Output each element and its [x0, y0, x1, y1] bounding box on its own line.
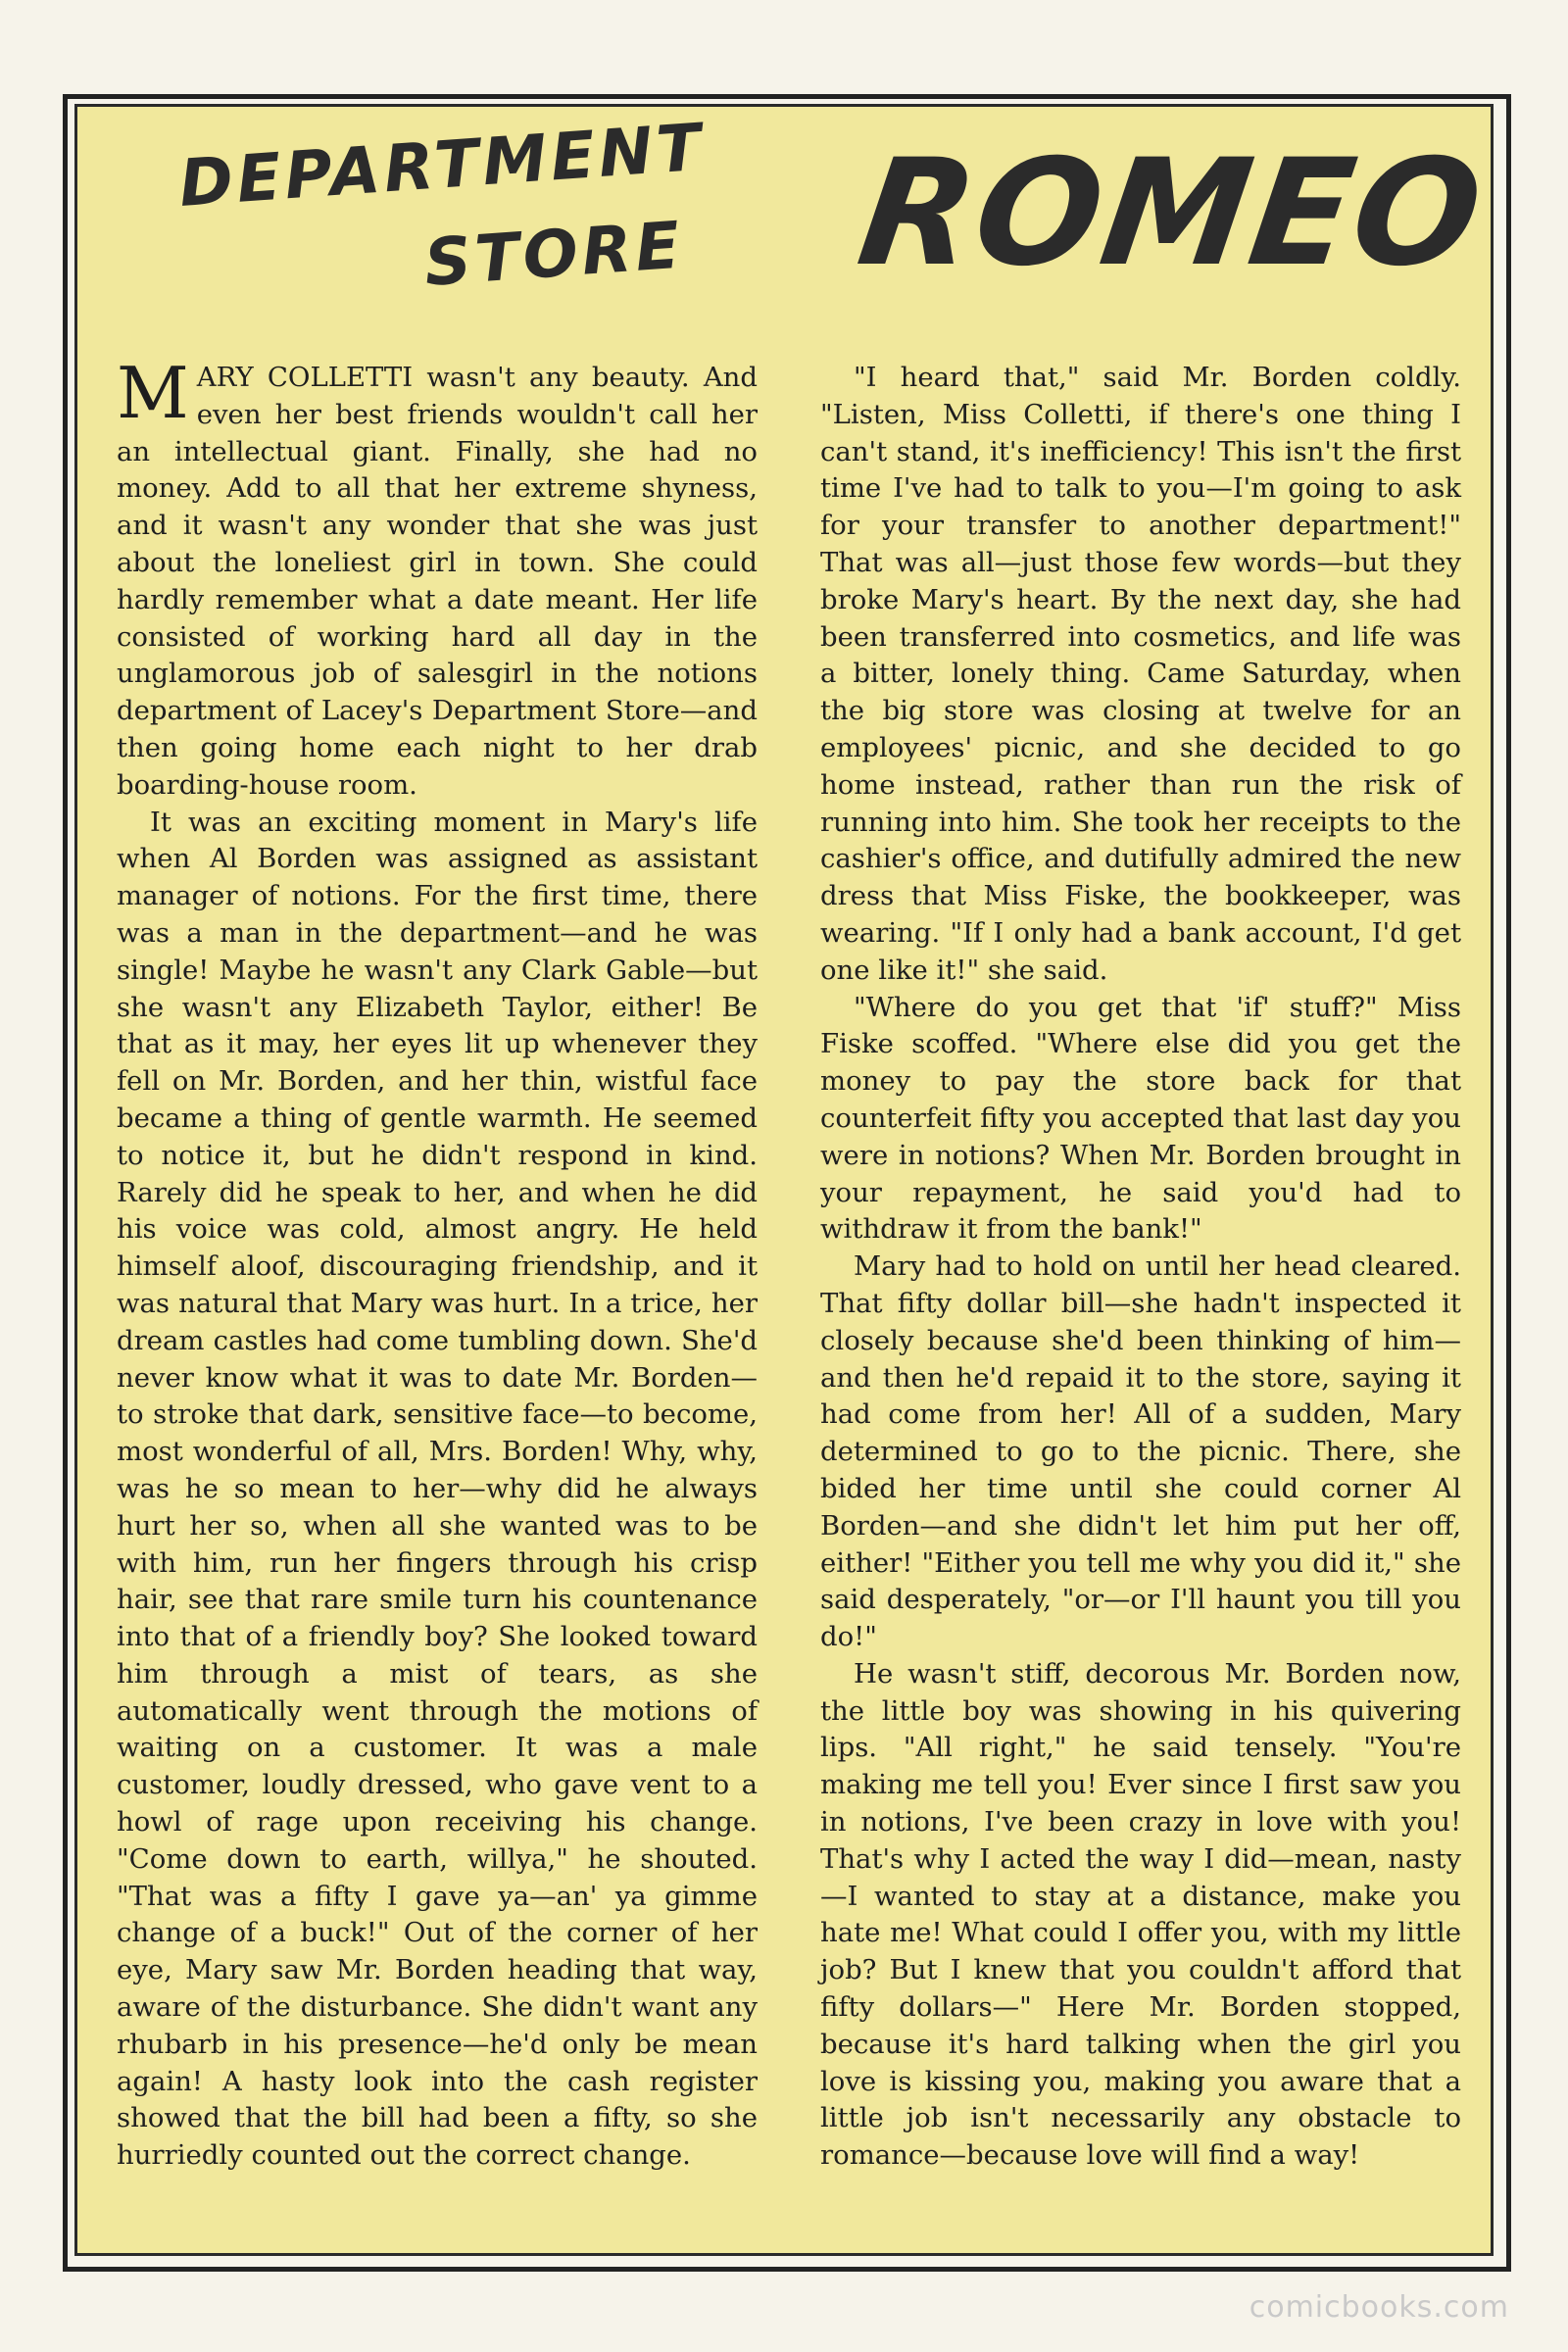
- title-romeo: ROMEO: [849, 128, 1494, 299]
- paragraph: "I heard that," said Mr. Borden coldly. "Listen, Miss Colletti, if there's one thing I can't stand, it's inefficiency! This isn't the first time I've had to talk to you—I'm going to ask for your transfer to another department!" That was all—just those few words—but they broke Mary's heart. By the next day, she had been transferred into cosmetics, and life was a bitter, lonely thing. Came Saturday, when the big store was closing at twelve for an employees' picnic, and she decided to go home instead, rather than run the risk of running into him. She took her receipts to the cashier's office, and dutifully admired the new dress that Miss Fiske, the bookkeeper, was wearing. "If I only had a bank account, I'd get one like it!" she said.: [820, 362, 1461, 986]
- watermark: comicbooks.com: [1249, 2290, 1509, 2325]
- right-column: [820, 360, 1461, 2241]
- paragraph-text: ARY COLLETTI wasn't any beauty. And even her best friends wouldn't call her an intellectual giant. Finally, she had no money. Add to all that her extreme shyness, and it wasn't any wonder that she was just about the loneliest girl in town. She could hardly remember what a date meant. Her life consisted of working hard all day in the unglamorous job of salesgirl in the notions department of Lacey's Department Store—and then going home each night to her drab boarding-house room.: [117, 362, 758, 801]
- story-panel: [74, 104, 1494, 2256]
- paragraph: "Where do you get that 'if' stuff?" Miss Fiske scoffed. "Where else did you get the money to pay the store back for that counterfeit fifty you accepted that last day you were in notions? When Mr. Borden brought in your repayment, he said you'd had to withdraw it from the bank!": [820, 991, 1461, 1246]
- paragraph: It was an exciting moment in Mary's life when Al Borden was assigned as assistant manager of notions. For the first time, there was a man in the department—and he was single! Maybe he wasn't any Clark Gable—but she wasn't any Elizabeth Taylor, either! Be that as it may, her eyes lit up whenever they fell on Mr. Borden, and her thin, wistful face became a thing of gentle warmth. He seemed to notice it, but he didn't respond in kind. Rarely did he speak to her, and when he did his voice was cold, almost angry. He held himself aloof, discouraging friendship, and it was natural that Mary was hurt. In a trice, her dream castles had come tumbling down. She'd never know what it was to date Mr. Borden—to stroke that dark, sensitive face—to become, most wonderful of all, Mrs. Borden! Why, why, was he so mean to her—why did he always hurt her so, when all she wanted was to be with him, run her fingers through his crisp hair, see that rare smile turn his countenance into that of a friendly boy? She looked toward him through a mist of tears, as she automatically went through the motions of waiting on a customer. It was a male customer, loudly dressed, who gave vent to a howl of rage upon receiving his change. "Come down to earth, willya," he shouted. "That was a fifty I gave ya—an' ya gimme change of a buck!" Out of the corner of her eye, Mary saw Mr. Borden heading that way, aware of the disturbance. She didn't want any rhubarb in his presence—he'd only be mean again! A hasty look into the cash register showed that the bill had been a fifty, so she hurriedly counted out the correct change.: [117, 806, 758, 2172]
- story-title: [77, 107, 1494, 362]
- story-columns: [117, 352, 1461, 2241]
- title-line-1: DEPARTMENT: [176, 109, 708, 221]
- title-left: [176, 109, 708, 301]
- paragraph: [117, 352, 758, 805]
- paragraph: He wasn't stiff, decorous Mr. Borden now, the little boy was showing in his quivering lips. "All right," he said tensely. "You're making me tell you! Ever since I first saw you in notions, I've been crazy in love with you! That's why I acted the way I did—mean, nasty—I wanted to stay at a distance, make you hate me! What could I offer you, with my little job? But I knew that you couldn't afford that fifty dollars—" Here Mr. Borden stopped, because it's hard talking when the girl you love is kissing you, making you aware that a little job isn't necessarily any obstacle to romance—because love will find a way!: [820, 1657, 1461, 2172]
- title-line-2: STORE: [421, 207, 686, 301]
- paragraph: Mary had to hold on until her head cleared. That fifty dollar bill—she hadn't inspected it closely because she'd been thinking of him—and then he'd repaid it to the store, saying it had come from her! All of a sudden, Mary determined to go to the picnic. There, she bided her time until she could corner Al Borden—and she didn't let him put her off, either! "Either you tell me why you did it," she said desperately, "or—or I'll haunt you till you do!": [820, 1250, 1461, 1653]
- drop-cap: M: [117, 352, 189, 434]
- left-column: [117, 352, 758, 2241]
